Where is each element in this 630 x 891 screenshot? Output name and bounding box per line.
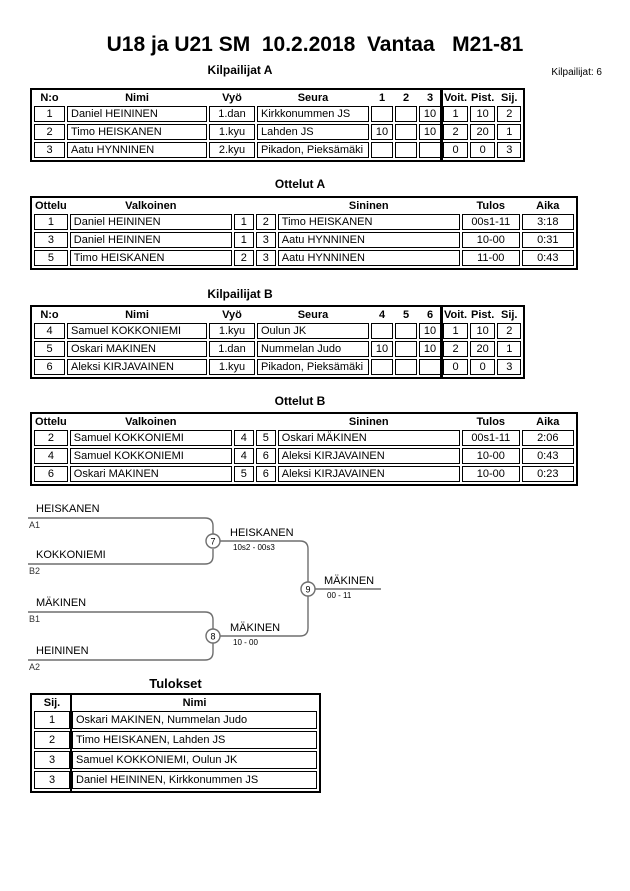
bracket-match-score: 00 - 11 [327,591,352,600]
cell-result: 00s1-11 [462,214,520,230]
bracket-match-score: 10 - 00 [233,638,258,647]
cell-points: 10 [470,106,495,122]
cell-wins: 0 [443,142,468,158]
cell-blue: Aleksi KIRJAVAINEN [278,466,460,482]
cell-belt: 1.kyu [209,323,255,339]
bracket-line [28,612,213,629]
cell-m5 [395,341,417,357]
header-result: Tulos [476,416,506,428]
header-blue-no [256,200,276,212]
pool-b-table [30,305,525,379]
cell-match: 1 [34,214,68,230]
cell-place: 1 [497,341,521,357]
pool-a-title: Kilpailijat A [207,63,273,77]
header-club: Seura [297,92,329,104]
match-header-row [34,200,574,212]
cell-belt: 1.dan [209,341,255,357]
table-row [34,711,317,729]
cell-blue-no: 6 [256,466,276,482]
table-row [34,214,574,230]
cell-name: Samuel KOKKONIEMI [67,323,207,339]
table-row [34,359,521,375]
cell-points: 0 [470,359,495,375]
cell-match: 2 [34,430,68,446]
cell-m1 [371,142,393,158]
cell-blue: Timo HEISKANEN [278,214,460,230]
bracket-slot-name: MÄKINEN [36,597,87,609]
table-row [34,142,521,158]
match-number: 8 [210,631,216,642]
cell-no: 5 [34,341,65,357]
bracket-seed: A2 [29,662,41,672]
header-match: Ottelu [35,416,67,428]
header-blue: Sininen [348,200,389,212]
table-row [34,323,521,339]
header-place: Sij. [500,92,518,104]
cell-m2 [395,106,417,122]
cell-match: 6 [34,466,68,482]
table-row [34,124,521,140]
cell-m3: 10 [419,124,441,140]
bracket-slot-name: HEININEN [36,645,89,657]
bracket-winner-name: MÄKINEN [230,622,281,634]
cell-place: 2 [497,323,521,339]
cell-result: 10-00 [462,232,520,248]
table-row [34,771,317,789]
header-white: Valkoinen [125,200,177,212]
thick-column-divider [440,90,443,160]
header-m5: 5 [402,309,410,321]
cell-name: Samuel KOKKONIEMI, Oulun JK [72,751,317,769]
cell-name: Timo HEISKANEN [67,124,207,140]
cell-m4 [371,323,393,339]
match-number: 9 [305,584,311,595]
cell-m2 [395,142,417,158]
header-white-no [234,416,254,428]
cell-blue-no: 3 [256,232,276,248]
cell-wins: 1 [443,106,468,122]
cell-club: Lahden JS [257,124,369,140]
cell-blue: Aatu HYNNINEN [278,232,460,248]
pool-a-table [30,88,525,162]
cell-place: 3 [497,142,521,158]
cell-white-no: 4 [234,448,254,464]
cell-place: 3 [34,771,70,789]
cell-belt: 1.kyu [209,359,255,375]
match-number: 7 [210,536,216,547]
cell-white: Daniel HEININEN [70,214,232,230]
table-row [34,466,574,482]
header-time: Aika [536,416,560,428]
cell-time: 3:18 [522,214,574,230]
cell-blue-no: 2 [256,214,276,230]
header-blue-no [256,416,276,428]
header-name: Nimi [125,92,149,104]
header-result: Tulos [476,200,506,212]
cell-m4 [371,359,393,375]
header-place: Sij. [43,697,61,709]
thick-column-divider [440,307,443,377]
header-wins: Voit. [444,309,468,321]
cell-match: 4 [34,448,68,464]
bracket-match-score: 10s2 - 00s3 [233,543,275,552]
cell-no: 2 [34,124,65,140]
cell-points: 20 [470,341,495,357]
cell-white: Samuel KOKKONIEMI [70,430,232,446]
cell-time: 0:31 [522,232,574,248]
header-match: Ottelu [35,200,67,212]
cell-club: Pikadon, Pieksämäki [257,359,369,375]
cell-white-no: 2 [234,250,254,266]
cell-m3 [419,142,441,158]
cell-name: Aleksi KIRJAVAINEN [67,359,207,375]
cell-blue-no: 5 [256,430,276,446]
matches-a-title: Ottelut A [274,177,326,191]
cell-m6 [419,359,441,375]
cell-blue: Aatu HYNNINEN [278,250,460,266]
bracket [0,495,630,685]
cell-white: Samuel KOKKONIEMI [70,448,232,464]
cell-white: Daniel HEININEN [70,232,232,248]
cell-m4: 10 [371,341,393,357]
cell-belt: 1.kyu [209,124,255,140]
header-m6: 6 [426,309,434,321]
cell-no: 4 [34,323,65,339]
table-row [34,341,521,357]
cell-no: 1 [34,106,65,122]
cell-points: 20 [470,124,495,140]
cell-blue: Oskari MÄKINEN [278,430,460,446]
cell-result: 11-00 [462,250,520,266]
cell-wins: 2 [443,341,468,357]
cell-wins: 0 [443,359,468,375]
cell-match: 5 [34,250,68,266]
cell-no: 6 [34,359,65,375]
results-title: Tulokset [149,676,202,691]
table-row [34,106,521,122]
cell-club: Pikadon, Pieksämäki [257,142,369,158]
cell-place: 2 [497,106,521,122]
cell-name: Daniel HEININEN [67,106,207,122]
pool-header-row [34,309,521,321]
cell-name: Oskari MAKINEN [67,341,207,357]
header-club: Seura [297,309,329,321]
cell-time: 0:43 [522,250,574,266]
header-m2: 2 [402,92,410,104]
cell-white-no: 1 [234,214,254,230]
cell-blue-no: 3 [256,250,276,266]
header-no: N:o [40,92,59,104]
header-belt: Vyö [222,309,242,321]
cell-blue-no: 6 [256,448,276,464]
cell-time: 2:06 [522,430,574,446]
header-points: Pist. [471,309,495,321]
cell-white: Oskari MAKINEN [70,466,232,482]
table-row [34,430,574,446]
table-row [34,448,574,464]
header-belt: Vyö [222,92,242,104]
cell-belt: 1.dan [209,106,255,122]
header-m3: 3 [426,92,434,104]
bracket-slot-name: KOKKONIEMI [36,549,106,561]
cell-white: Timo HEISKANEN [70,250,232,266]
cell-time: 0:43 [522,448,574,464]
cell-result: 10-00 [462,448,520,464]
cell-white-no: 4 [234,430,254,446]
cell-wins: 2 [443,124,468,140]
cell-result: 00s1-11 [462,430,520,446]
cell-m1 [371,106,393,122]
header-m4: 4 [378,309,386,321]
table-row [34,731,317,749]
matches-b-title: Ottelut B [274,394,326,408]
results-header-row [34,697,317,709]
column-divider [70,695,72,791]
page-title: U18 ja U21 SM 10.2.2018 Vantaa M21-81 [106,33,524,56]
cell-time: 0:23 [522,466,574,482]
header-place: Sij. [500,309,518,321]
cell-m5 [395,323,417,339]
matches-a-table [30,196,578,270]
cell-m1: 10 [371,124,393,140]
header-white: Valkoinen [125,416,177,428]
pool-b-title: Kilpailijat B [207,287,273,301]
header-time: Aika [536,200,560,212]
cell-place: 1 [497,124,521,140]
match-header-row [34,416,574,428]
competitors-count: Kilpailijat: 6 [551,67,602,78]
bracket-slot-name: HEISKANEN [36,503,100,515]
header-no: N:o [40,309,59,321]
cell-place: 3 [497,359,521,375]
cell-m2 [395,124,417,140]
cell-white-no: 5 [234,466,254,482]
cell-points: 10 [470,323,495,339]
cell-place: 3 [34,751,70,769]
cell-blue: Aleksi KIRJAVAINEN [278,448,460,464]
bracket-seed: A1 [29,520,41,530]
cell-match: 3 [34,232,68,248]
cell-belt: 2.kyu [209,142,255,158]
cell-club: Nummelan Judo [257,341,369,357]
cell-m6: 10 [419,341,441,357]
cell-points: 0 [470,142,495,158]
bracket-winner-name: MÄKINEN [324,575,375,587]
header-points: Pist. [471,92,495,104]
bracket-line [28,518,213,534]
header-name: Nimi [125,309,149,321]
table-row [34,232,574,248]
header-m1: 1 [378,92,386,104]
cell-place: 2 [34,731,70,749]
cell-wins: 1 [443,323,468,339]
cell-club: Kirkkonummen JS [257,106,369,122]
bracket-seed: B1 [29,614,41,624]
bracket-seed: B2 [29,566,41,576]
cell-name: Timo HEISKANEN, Lahden JS [72,731,317,749]
header-blue: Sininen [348,416,389,428]
table-row [34,250,574,266]
results-table [30,693,321,793]
cell-name: Oskari MAKINEN, Nummelan Judo [72,711,317,729]
cell-result: 10-00 [462,466,520,482]
cell-club: Oulun JK [257,323,369,339]
cell-white-no: 1 [234,232,254,248]
table-row [34,751,317,769]
cell-name: Aatu HYNNINEN [67,142,207,158]
cell-m3: 10 [419,106,441,122]
cell-m5 [395,359,417,375]
bracket-winner-name: HEISKANEN [230,527,294,539]
cell-name: Daniel HEININEN, Kirkkonummen JS [72,771,317,789]
header-white-no [234,200,254,212]
pool-header-row [34,92,521,104]
header-name: Nimi [182,697,207,709]
cell-m6: 10 [419,323,441,339]
header-wins: Voit. [444,92,468,104]
cell-no: 3 [34,142,65,158]
matches-b-table [30,412,578,486]
cell-place: 1 [34,711,70,729]
